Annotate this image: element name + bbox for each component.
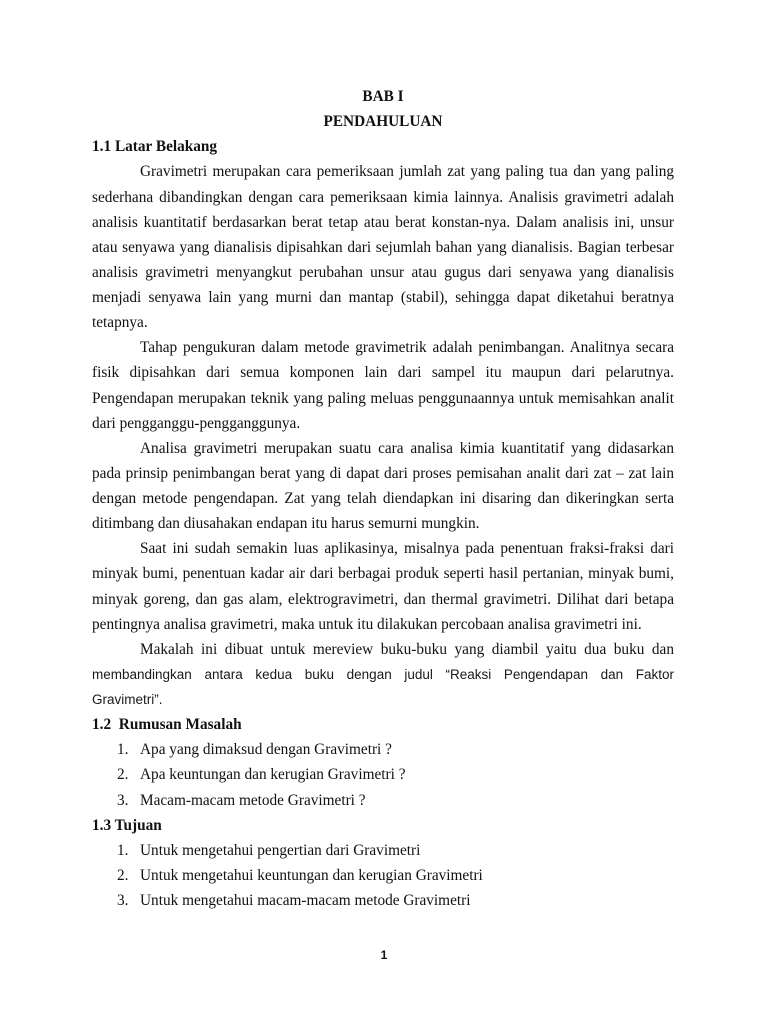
paragraph-line: menjadi senyawa lain yang murni dan mantap (stabil), sehingga dapat diketahui beratnya bbox=[92, 289, 674, 306]
list-item-text: Untuk mengetahui macam-macam metode Gravimetri bbox=[140, 892, 471, 909]
chapter-label: BAB I bbox=[362, 88, 404, 105]
paragraph-line: pada prinsip penimbangan berat yang di dapat dari proses pemisahan analit dari zat – zat lain bbox=[92, 464, 674, 482]
list-item-number: 3. bbox=[117, 892, 129, 909]
section-heading-tujuan: 1.3 Tujuan bbox=[92, 816, 162, 834]
list-item bbox=[92, 762, 674, 787]
list-item bbox=[92, 737, 674, 762]
paragraph-line: atau senyawa yang dianalisis dipisahkan dari sejumlah bahan yang dianalisis. Bagian terbesar bbox=[92, 238, 674, 256]
paragraph bbox=[92, 159, 674, 335]
paragraph-line: dengan metode pengendapan. Zat yang telah diendapkan ini disaring dan dikeringkan serta bbox=[92, 490, 674, 507]
paragraph-line: tetapnya. bbox=[92, 314, 148, 332]
paragraph-line: analisis kuantitatif berdasarkan berat tetap atau berat konstan-nya. Dalam analisis ini, unsur bbox=[92, 213, 674, 231]
section-heading-latar-belakang: 1.1 Latar Belakang bbox=[92, 138, 218, 156]
list-item bbox=[92, 863, 674, 888]
list-item bbox=[92, 788, 674, 813]
list-item-number: 2. bbox=[117, 866, 129, 884]
list-item-text: Apa yang dimaksud dengan Gravimetri ? bbox=[140, 741, 392, 759]
list-item-text: Macam-macam metode Gravimetri ? bbox=[140, 791, 366, 809]
paragraph-line: sederhana dibandingkan dengan cara pemeriksaan kimia lainnya. Analisis gravimetri adalah bbox=[92, 188, 674, 206]
list-item-number: 2. bbox=[117, 766, 129, 784]
paragraph-line: ditimbang dan diusahakan endapan itu harus semurni mungkin. bbox=[92, 515, 480, 533]
section-heading-rumusan-masalah: 1.2 Rumusan Masalah bbox=[92, 716, 242, 734]
numbered-list bbox=[92, 838, 674, 913]
page-number: 1 bbox=[380, 948, 388, 962]
paragraph-line: Analisa gravimetri merupakan suatu cara analisa kimia kuantitatif yang didasarkan bbox=[140, 439, 674, 457]
list-item-number: 3. bbox=[117, 791, 129, 809]
list-item-number: 1. bbox=[117, 841, 129, 859]
paragraph bbox=[92, 536, 674, 637]
paragraph bbox=[92, 637, 674, 712]
paragraph-line: Pengendapan merupakan teknik yang paling meluas penggunaannya untuk memisahkan analit bbox=[92, 389, 674, 407]
numbered-list bbox=[92, 737, 674, 812]
paragraph-line: Tahap pengukuran dalam metode gravimetrik adalah penimbangan. Analitnya secara bbox=[140, 339, 674, 357]
paragraph-line: Gravimetri”. bbox=[92, 692, 163, 707]
paragraph-line: dari pengganggu-pengganggunya. bbox=[92, 414, 301, 432]
paragraph-line: minyak goreng, dan gas alam, elektrogravimetri, dan thermal gravimetri. Dilihat dari betapa bbox=[92, 590, 674, 608]
paragraph-line: Saat ini sudah semakin luas aplikasinya, misalnya pada penentuan fraksi-fraksi dari bbox=[140, 540, 674, 558]
paragraph-line: membandingkan antara kedua buku dengan judul “Reaksi Pengendapan dan Faktor bbox=[92, 666, 674, 682]
paragraph-line: pentingnya analisa gravimetri, maka untuk itu dilakukan percobaan analisa gravimetri ini. bbox=[92, 615, 642, 633]
paragraph-line: Gravimetri merupakan cara pemeriksaan jumlah zat yang paling tua dan yang paling bbox=[140, 163, 674, 181]
paragraph-line: fisik dipisahkan dari semua komponen lain dari sampel itu maupun dari pelarutnya. bbox=[92, 364, 674, 382]
list-item-text: Untuk mengetahui pengertian dari Gravimetri bbox=[140, 841, 421, 859]
chapter-title: PENDAHULUAN bbox=[323, 113, 443, 131]
list-item bbox=[92, 838, 674, 863]
document-body bbox=[92, 84, 674, 913]
paragraph bbox=[92, 436, 674, 537]
list-item-number: 1. bbox=[117, 741, 129, 759]
list-item bbox=[92, 888, 674, 913]
paragraph-line: minyak bumi, penentuan kadar air dari berbagai produk seperti hasil pertanian, minyak bumi, bbox=[92, 565, 674, 583]
list-item-text: Untuk mengetahui keuntungan dan kerugian Gravimetri bbox=[140, 866, 483, 884]
paragraph-line: Makalah ini dibuat untuk mereview buku-buku yang diambil yaitu dua buku dan bbox=[140, 640, 674, 658]
list-item-text: Apa keuntungan dan kerugian Gravimetri ? bbox=[140, 766, 406, 784]
paragraph bbox=[92, 335, 674, 436]
paragraph-line: analisis gravimetri menyangkut perubahan unsur atau gugus dari senyawa yang dianalisis bbox=[92, 263, 674, 281]
